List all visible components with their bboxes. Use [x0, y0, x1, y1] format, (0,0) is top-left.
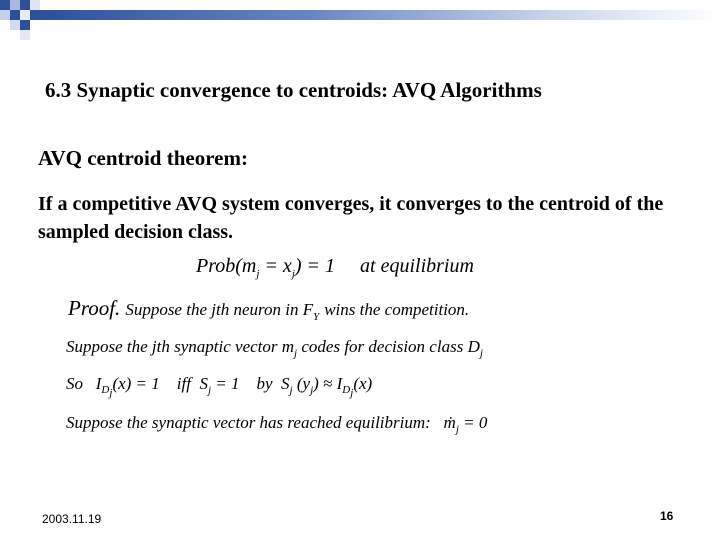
- line2-m-sub: j: [294, 347, 298, 360]
- slide-title: 6.3 Synaptic convergence to centroids: AVQ Algorithms: [45, 78, 542, 102]
- line4-mdot-sub: j: [455, 423, 459, 436]
- line2-D: D: [467, 337, 480, 356]
- line3-I: I: [95, 374, 102, 393]
- line3-Isub2: j: [350, 387, 354, 400]
- page-number: 16: [660, 509, 674, 523]
- theorem-heading: AVQ centroid theorem:: [38, 146, 248, 170]
- indicator-line: [66, 374, 372, 400]
- line3-part2: = 1: [215, 374, 240, 393]
- line3-iff: iff: [176, 374, 191, 393]
- prob-sub-j2: j: [291, 268, 295, 280]
- line2-text-a: Suppose the jth synaptic vector: [66, 337, 282, 356]
- top-gradient-bar: [40, 10, 720, 20]
- line3-ypart: (y: [296, 374, 311, 393]
- field-symbol: F: [302, 300, 314, 319]
- line2-m: m: [281, 337, 295, 356]
- prob-sub-j: j: [256, 268, 260, 280]
- line3-S-sub: j: [207, 384, 212, 397]
- field-sub: Y: [313, 311, 320, 323]
- prob-eq-part: = x: [259, 255, 292, 277]
- synaptic-vector-line: [66, 337, 483, 359]
- line3-approx: ) ≈ I: [313, 374, 343, 393]
- line3-S2-sub: j: [289, 384, 293, 397]
- line3-S: S: [199, 374, 208, 393]
- line3-I-sub2: j: [109, 387, 113, 400]
- line3-y-sub: j: [310, 384, 314, 397]
- line3-by: by: [256, 374, 273, 393]
- prob-close: ) = 1: [294, 255, 336, 277]
- theorem-statement: If a competitive AVQ system converges, it converges to the centroid of the sampled decision class.: [38, 193, 664, 243]
- line2-D-sub: j: [479, 347, 483, 360]
- checker-decoration: [0, 0, 60, 40]
- line3-so: So: [66, 374, 83, 393]
- line4-mdot: ṁ: [443, 413, 456, 432]
- line3-S2: S: [281, 374, 290, 393]
- at-equilibrium: at equilibrium: [360, 255, 474, 277]
- proof-text-b: wins the competition.: [324, 300, 470, 319]
- line2-text-b: codes for decision class: [301, 337, 468, 356]
- equilibrium-line: [66, 413, 487, 435]
- proof-label: Proof.: [68, 296, 121, 320]
- line3-part1: (x) = 1: [112, 374, 160, 393]
- line3-tail: (x): [353, 374, 373, 393]
- line4-text: Suppose the synaptic vector has reached equilibrium:: [66, 413, 431, 432]
- proof-line: [68, 296, 469, 323]
- line3-Isub: D: [342, 384, 351, 397]
- footer-date: 2003.11.19: [42, 512, 102, 526]
- line3-I-sub: D: [101, 384, 110, 397]
- line4-eq: = 0: [463, 413, 488, 432]
- proof-text-a: Suppose the jth neuron in: [125, 300, 303, 319]
- probability-equation: [196, 255, 474, 280]
- prob-label: Prob(m: [196, 255, 257, 277]
